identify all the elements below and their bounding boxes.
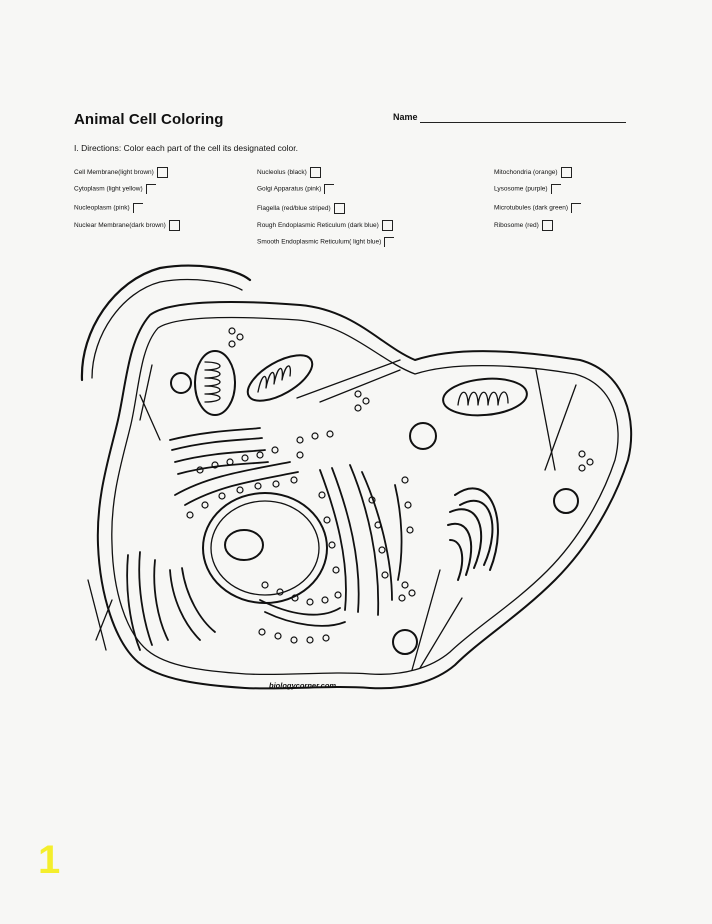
page-number: 1 bbox=[38, 838, 61, 882]
legend-label: Microtubules (dark green) bbox=[494, 204, 569, 212]
golgi-apparatus bbox=[448, 488, 498, 580]
legend-label: Flagella (red/blue striped) bbox=[257, 205, 331, 213]
legend-label: Nucleoplasm (pink) bbox=[74, 204, 130, 212]
lysosome bbox=[171, 373, 191, 393]
legend-label: Golgi Apparatus (pink) bbox=[257, 185, 322, 193]
smooth-er bbox=[127, 428, 268, 650]
legend-label: Mitochondria (orange) bbox=[494, 169, 558, 177]
legend-label: Cell Membrane(light brown) bbox=[74, 169, 154, 177]
directions-text: I. Directions: Color each part of the cell its designated color. bbox=[74, 143, 298, 153]
flagellum bbox=[82, 266, 250, 380]
rough-er bbox=[175, 462, 402, 626]
cell-membrane-inner bbox=[112, 318, 618, 675]
page-title: Animal Cell Coloring bbox=[74, 111, 224, 128]
name-label: Name bbox=[393, 112, 418, 122]
lysosome bbox=[554, 489, 578, 513]
legend-label: Ribosome (red) bbox=[494, 222, 539, 230]
mitochondrion-1 bbox=[195, 351, 235, 415]
nuclear-membrane-inner bbox=[211, 501, 319, 595]
legend-label: Smooth Endoplasmic Reticulum( light blue) bbox=[257, 238, 382, 246]
ribosomes bbox=[187, 328, 593, 643]
lysosome bbox=[410, 423, 436, 449]
nuclear-membrane bbox=[203, 493, 327, 603]
legend-label: Lysosome (purple) bbox=[494, 185, 548, 193]
nucleolus bbox=[225, 530, 263, 560]
legend-label: Rough Endoplasmic Reticulum (dark blue) bbox=[257, 222, 379, 230]
legend-label: Cytoplasm (light yellow) bbox=[74, 185, 143, 193]
mitochondrion-2 bbox=[241, 346, 319, 410]
legend-label: Nucleolus (black) bbox=[257, 169, 307, 177]
legend-label: Nuclear Membrane(dark brown) bbox=[74, 222, 166, 230]
lysosome bbox=[393, 630, 417, 654]
mitochondrion-3 bbox=[442, 375, 529, 418]
footer-site-credit: biologycorner.com bbox=[269, 681, 337, 690]
cell-membrane bbox=[98, 302, 631, 688]
